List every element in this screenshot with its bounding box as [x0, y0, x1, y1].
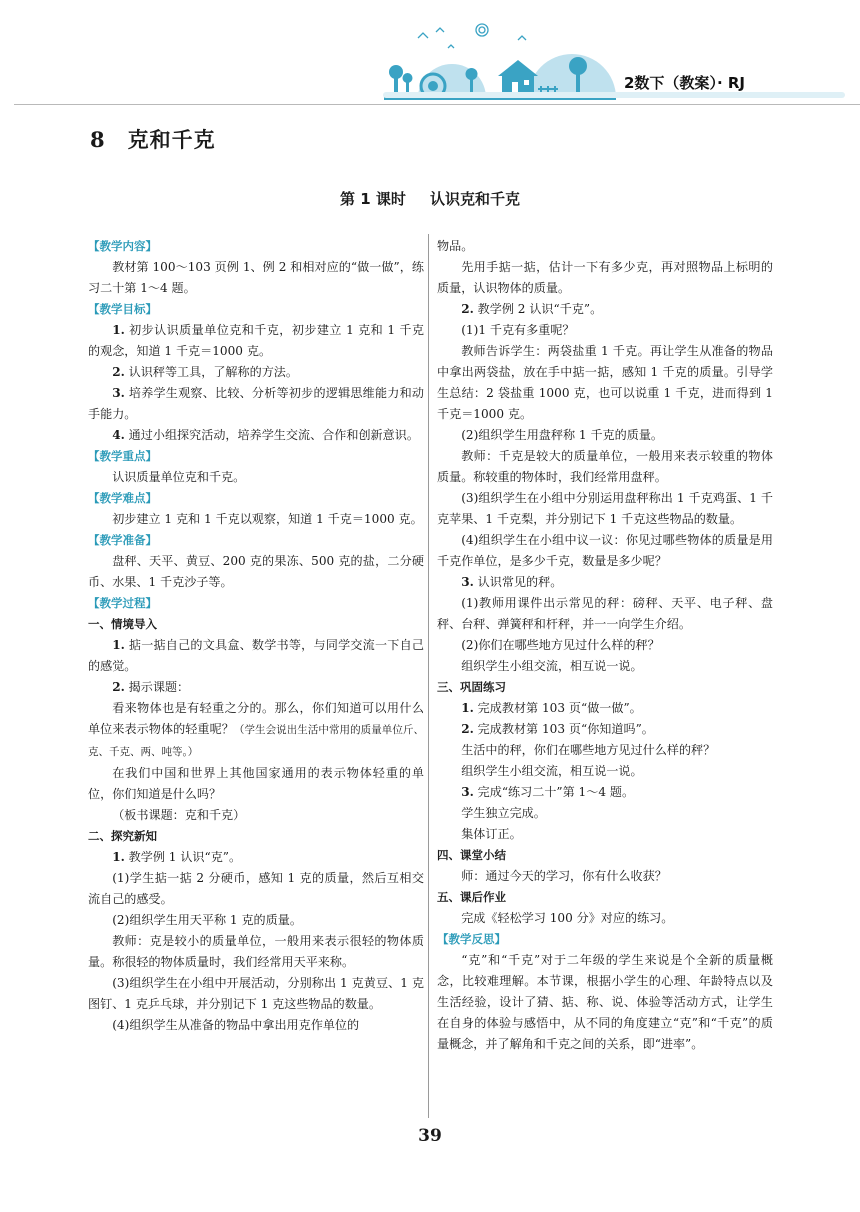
- paragraph: “克”和“千克”对于二年级的学生来说是个全新的质量概念，比较难理解。本节课，根据小学生的心理、年龄特点以及生活经验，设计了猜、掂、称、说、体验等活动方式，让学生在自身的体验与感悟中，从不同的角度建立“克”和“千克”的质量概念，并了解角和千克之间的关系，即“进率”。: [437, 953, 773, 1051]
- chapter-heading: [90, 124, 216, 154]
- paragraph: 教材第 100～103 页例 1、例 2 和相对应的“做一做”，练习二十第 1～4 题。: [88, 260, 424, 295]
- paragraph: 在我们中国和世界上其他国家通用的表示物体轻重的单位，你们知道是什么吗？: [88, 766, 424, 801]
- paragraph: 师：通过今天的学习，你有什么收获？: [461, 869, 667, 883]
- paragraph: 初步建立 1 克和 1 千克以观察，知道 1 千克＝1000 克。: [112, 512, 423, 526]
- paragraph: 完成《轻松学习 100 分》对应的练习。: [461, 911, 674, 925]
- left-column: [88, 236, 424, 1036]
- paragraph: (2)你们在哪些地方见过什么样的秤？: [461, 638, 660, 652]
- goal-item: 1. 初步认识质量单位克和千克，初步建立 1 克和 1 千克的观念，知道 1 千克＝1000 克。: [88, 323, 424, 358]
- right-column: [437, 236, 773, 1055]
- section-heading: 二、探究新知: [88, 829, 157, 843]
- paragraph: (1)学生掂一掂 2 分硬币，感知 1 克的质量，然后互相交流自己的感受。: [88, 871, 424, 906]
- chapter-number: 8: [90, 127, 106, 152]
- paragraph: 教师告诉学生：两袋盐重 1 千克。再让学生从准备的物品中拿出两袋盐，放在手中掂一掂，感知 1 千克的质量。引导学生总结：2 袋盐重 1000 克，也可以说重 1 千克，进而得到 1 千克＝1000 克。: [437, 344, 773, 421]
- paragraph: 集体订正。: [461, 827, 522, 841]
- section-heading: 四、课堂小结: [437, 848, 506, 862]
- paragraph: (4)组织学生在小组中议一议：你见过哪些物体的质量是用千克作单位，是多少千克，数量是多少呢？: [437, 533, 773, 568]
- paragraph: 组织学生小组交流，相互说一说。: [461, 659, 643, 673]
- paragraph: 教师：克是较小的质量单位，一般用来表示很轻的物体质量。称很轻的物体质量时，我们经常用天平来称。: [88, 934, 424, 969]
- paragraph: 物品。: [437, 239, 474, 253]
- note: （学生会说出生活中常用的质量单位斤、克、千克、两、吨等。）: [88, 724, 424, 758]
- paragraph: （板书课题：克和千克）: [112, 808, 246, 822]
- paragraph: (1)1 千克有多重呢？: [461, 323, 575, 337]
- paragraph: 组织学生小组交流，相互说一说。: [461, 764, 643, 778]
- paragraph: (4)组织学生从准备的物品中拿出用克作单位的: [112, 1018, 360, 1032]
- tag-key-points: 【教学重点】: [88, 449, 157, 463]
- paragraph: (2)组织学生用盘秤称 1 千克的质量。: [461, 428, 664, 442]
- step-item: 2. 完成教材第 103 页“你知道吗”。: [461, 722, 654, 736]
- step-item: 1. 掂一掂自己的文具盒、数学书等，与同学交流一下自己的感觉。: [88, 638, 424, 673]
- tag-teaching-process: 【教学过程】: [88, 596, 157, 610]
- chapter-title: 克和千克: [127, 127, 216, 152]
- book-label: 2数下（教案）· RJ: [624, 74, 745, 92]
- section-heading: 一、情境导入: [88, 617, 157, 631]
- step-item: 3. 完成“练习二十”第 1～4 题。: [461, 785, 635, 799]
- goal-item: 4. 通过小组探究活动，培养学生交流、合作和创新意识。: [112, 428, 419, 442]
- paragraph: 看来物体也是有轻重之分的。那么，你们知道可以用什么单位来表示物体的轻重呢？（学生会说出生活中常用的质量单位斤、克、千克、两、吨等。）: [88, 701, 424, 758]
- step-item: 2. 揭示课题：: [112, 680, 190, 694]
- step-item: 1. 教学例 1 认识“克”。: [112, 850, 242, 864]
- column-divider: [428, 234, 429, 1118]
- paragraph: 先用手掂一掂，估计一下有多少克，再对照物品上标明的质量，认识物体的质量。: [437, 260, 773, 295]
- step-item: 1. 完成教材第 103 页“做一做”。: [461, 701, 642, 715]
- tag-preparation: 【教学准备】: [88, 533, 157, 547]
- step-item: 3. 认识常见的秤。: [461, 575, 563, 589]
- lesson-title: 认识克和千克: [429, 190, 520, 208]
- paragraph: 盘秤、天平、黄豆、200 克的果冻、500 克的盐，二分硬币、水果、1 千克沙子等。: [88, 554, 424, 589]
- page-number: 39: [418, 1126, 442, 1146]
- goal-item: 3. 培养学生观察、比较、分析等初步的逻辑思维能力和动手能力。: [88, 386, 424, 421]
- paragraph: 教师：千克是较大的质量单位，一般用来表示较重的物体质量。称较重的物体时，我们经常用盘秤。: [437, 449, 773, 484]
- header-illustration: [378, 18, 618, 100]
- page-header: [0, 0, 860, 112]
- section-heading: 三、巩固练习: [437, 680, 506, 694]
- tag-difficulties: 【教学难点】: [88, 491, 157, 505]
- tag-teaching-content: 【教学内容】: [88, 239, 157, 253]
- step-item: 2. 教学例 2 认识“千克”。: [461, 302, 603, 316]
- lesson-number: 第 1 课时: [340, 190, 406, 208]
- paragraph: (1)教师用课件出示常见的秤：磅秤、天平、电子秤、盘秤、台秤、弹簧秤和杆秤，并一一向学生介绍。: [437, 596, 773, 631]
- header-divider: [14, 104, 860, 105]
- lesson-heading: [0, 188, 860, 209]
- paragraph: 认识质量单位克和千克。: [112, 470, 246, 484]
- paragraph: (3)组织学生在小组中分别运用盘秤称出 1 千克鸡蛋、1 千克苹果、1 千克梨，并分别记下 1 千克这些物品的数量。: [437, 491, 773, 526]
- paragraph: 学生独立完成。: [461, 806, 546, 820]
- header-bar: [383, 92, 845, 98]
- goal-item: 2. 认识秤等工具，了解称的方法。: [112, 365, 298, 379]
- paragraph: 生活中的秤，你们在哪些地方见过什么样的秤？: [461, 743, 716, 757]
- paragraph: (2)组织学生用天平称 1 克的质量。: [112, 913, 302, 927]
- section-heading: 五、课后作业: [437, 890, 506, 904]
- tag-reflection: 【教学反思】: [437, 932, 506, 946]
- tag-teaching-goals: 【教学目标】: [88, 302, 157, 316]
- paragraph: (3)组织学生在小组中开展活动，分别称出 1 克黄豆、1 克图钉、1 克乒乓球，并分别记下 1 克这些物品的数量。: [88, 976, 424, 1011]
